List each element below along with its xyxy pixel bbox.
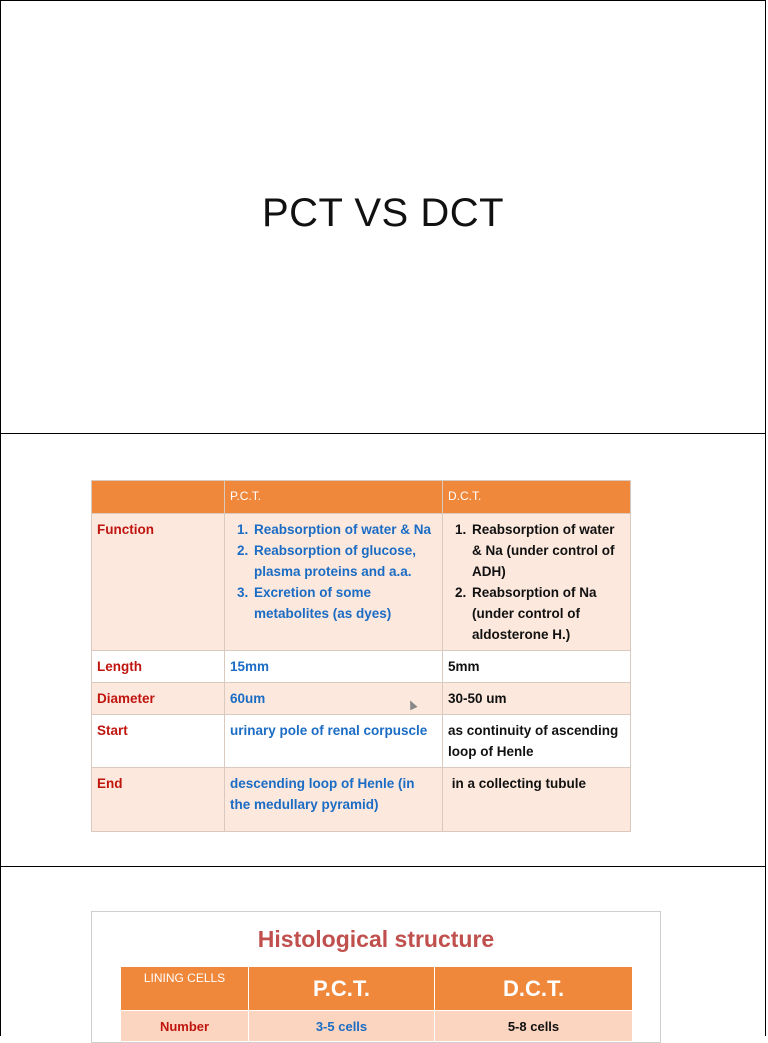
- header-cell-pct: P.C.T.: [225, 481, 443, 514]
- histology-header-row: [121, 967, 633, 1011]
- list-item: 2. Reabsorption of glucose, plasma proteins and a.a.: [252, 540, 437, 582]
- header-cell-lining-cells: LINING CELLS: [121, 967, 249, 1011]
- table-row-length: [92, 651, 631, 683]
- histology-heading: Histological structure: [257, 926, 495, 952]
- slide-histological-structure: [0, 866, 766, 1036]
- table-header-row: [92, 481, 631, 514]
- header-cell-dct: D.C.T.: [443, 481, 631, 514]
- header-cell-pct: P.C.T.: [249, 967, 435, 1011]
- list-item: 3. Excretion of some metabolites (as dyes): [252, 582, 437, 624]
- histology-table: [120, 966, 633, 1042]
- table-row-function: [92, 514, 631, 651]
- row-label-end: End: [92, 768, 225, 832]
- table-row-number: [121, 1011, 633, 1042]
- row-label-function: Function: [92, 514, 225, 651]
- slide-comparison-table: [0, 433, 766, 867]
- row-label-number: Number: [121, 1011, 249, 1042]
- row-label-length: Length: [92, 651, 225, 683]
- table-row-start: [92, 715, 631, 768]
- diameter-pct-cell: 60um: [225, 683, 443, 715]
- function-pct-list: [230, 519, 437, 624]
- length-dct-cell: 5mm: [443, 651, 631, 683]
- list-item: 1. Reabsorption of water & Na (under control of ADH): [470, 519, 625, 582]
- pct-dct-table: [91, 480, 631, 832]
- start-pct-cell: urinary pole of renal corpuscle: [225, 715, 443, 768]
- diameter-dct-cell: 30-50 um: [443, 683, 631, 715]
- end-pct-cell: descending loop of Henle (in the medullary pyramid): [225, 768, 443, 832]
- list-item: 1. Reabsorption of water & Na: [252, 519, 437, 540]
- row-label-diameter: Diameter: [92, 683, 225, 715]
- number-dct-cell: 5-8 cells: [435, 1011, 633, 1042]
- length-pct-cell: 15mm: [225, 651, 443, 683]
- row-label-start: Start: [92, 715, 225, 768]
- slide-title: [0, 0, 766, 434]
- header-cell-blank: [92, 481, 225, 514]
- table-row-end: [92, 768, 631, 832]
- number-pct-cell: 3-5 cells: [249, 1011, 435, 1042]
- start-dct-cell: as continuity of ascending loop of Henle: [443, 715, 631, 768]
- list-item: 2. Reabsorption of Na (under control of aldosterone H.): [470, 582, 625, 645]
- end-dct-cell: in a collecting tubule: [443, 768, 631, 832]
- function-dct-cell: [443, 514, 631, 651]
- table-row-diameter: [92, 683, 631, 715]
- header-cell-dct: D.C.T.: [435, 967, 633, 1011]
- function-dct-list: [448, 519, 625, 645]
- histology-frame: [91, 911, 661, 1043]
- slide-title-text: PCT VS DCT: [261, 191, 505, 235]
- function-pct-cell: [225, 514, 443, 651]
